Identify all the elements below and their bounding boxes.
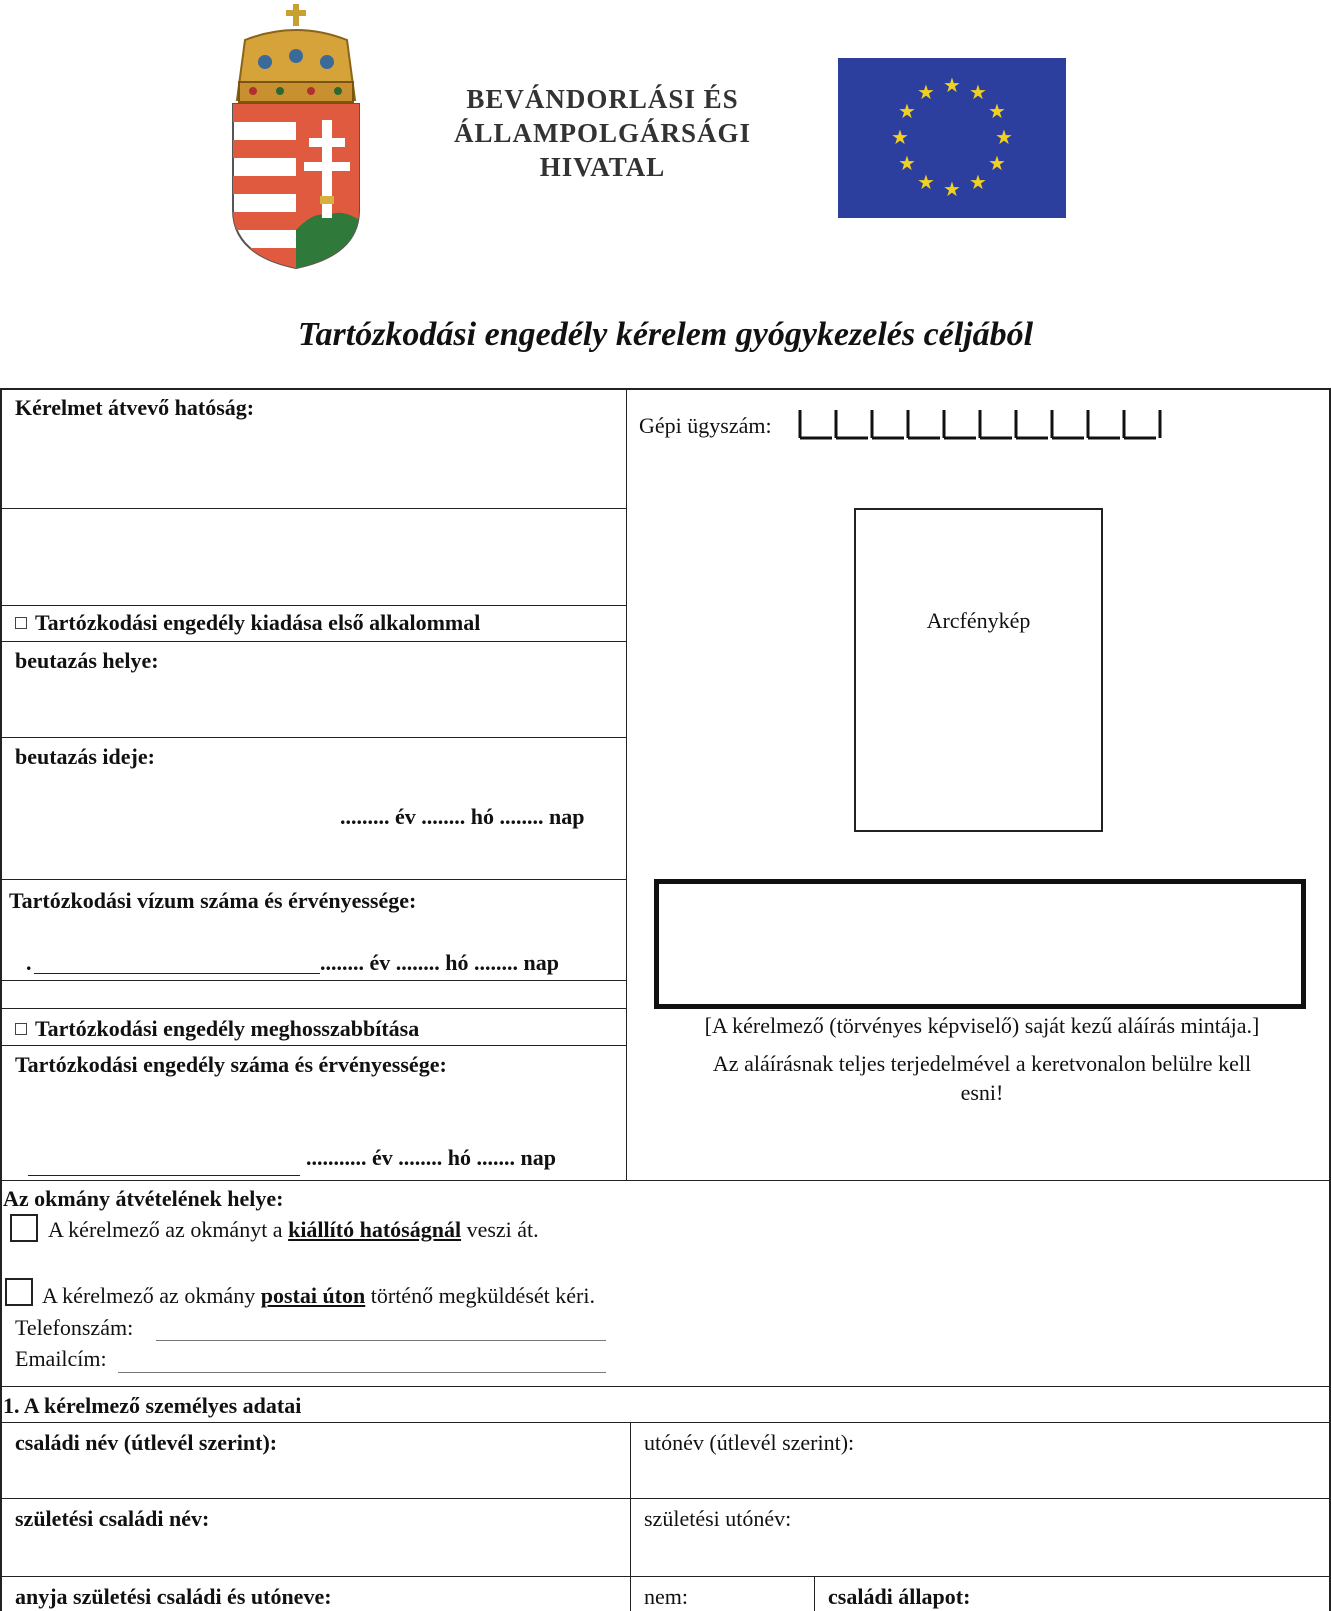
divider bbox=[0, 980, 626, 981]
phone-field[interactable] bbox=[156, 1340, 606, 1341]
delivery-heading: Az okmány átvételének helye: bbox=[3, 1186, 284, 1211]
signature-instruction-line2: esni! bbox=[960, 1080, 1004, 1105]
postal-text-bold: postai úton bbox=[260, 1283, 366, 1308]
mother-name-label: anyja születési családi és utóneve: bbox=[15, 1584, 332, 1609]
extension-checkbox[interactable] bbox=[15, 1023, 27, 1035]
divider bbox=[0, 1498, 1331, 1499]
svg-text:★: ★ bbox=[891, 125, 909, 149]
svg-text:★: ★ bbox=[943, 177, 961, 201]
form-title: Tartózkodási engedély kérelem gyógykezelés céljából bbox=[297, 316, 1034, 353]
permit-number-field[interactable] bbox=[28, 1175, 300, 1176]
signature-caption: [A kérelmező (törvényes képviselő) saját kezű aláírás mintája.] bbox=[704, 1013, 1260, 1038]
svg-text:★: ★ bbox=[898, 99, 916, 123]
email-field[interactable] bbox=[118, 1372, 606, 1373]
postal-checkbox[interactable] bbox=[5, 1278, 33, 1306]
family-name-label: családi név (útlevél szerint): bbox=[15, 1430, 278, 1455]
email-label: Emailcím: bbox=[15, 1346, 107, 1371]
authority-field[interactable] bbox=[15, 508, 615, 603]
postal-text-pre: A kérelmező az okmány bbox=[42, 1283, 256, 1308]
pickup-text-bold: kiállító hatóságnál bbox=[288, 1217, 462, 1242]
pickup-text-pre: A kérelmező az okmányt a bbox=[48, 1217, 283, 1242]
divider bbox=[0, 641, 626, 642]
signature-instruction-line1: Az aláírásnak teljes terjedelmével a keretvonalon belülre kell bbox=[712, 1051, 1252, 1076]
visa-label: Tartózkodási vízum száma és érvényessége: bbox=[9, 888, 417, 913]
svg-text:★: ★ bbox=[995, 125, 1013, 149]
divider bbox=[626, 388, 627, 1180]
divider bbox=[0, 1180, 1331, 1181]
birth-given-name-label: születési utónév: bbox=[644, 1506, 792, 1531]
personal-heading: 1. A kérelmező személyes adatai bbox=[3, 1393, 302, 1418]
agency-name-line1: BEVÁNDORLÁSI ÉS bbox=[466, 84, 739, 114]
case-number-boxes[interactable] bbox=[796, 408, 1166, 444]
svg-text:★: ★ bbox=[917, 80, 935, 104]
divider bbox=[0, 1422, 1331, 1423]
pickup-option-label bbox=[48, 1217, 539, 1243]
svg-text:★: ★ bbox=[969, 170, 987, 194]
divider bbox=[0, 737, 626, 738]
divider bbox=[0, 879, 626, 880]
divider bbox=[0, 605, 626, 606]
entry-time-label: beutazás ideje: bbox=[15, 744, 155, 769]
first-issue-option[interactable] bbox=[15, 610, 480, 636]
extension-option[interactable] bbox=[15, 1016, 419, 1042]
divider bbox=[0, 1008, 626, 1009]
visa-number-field[interactable] bbox=[34, 973, 320, 974]
postal-option-label bbox=[42, 1283, 595, 1309]
agency-name-line2: ÁLLAMPOLGÁRSÁGI bbox=[453, 118, 752, 148]
divider bbox=[0, 1576, 1331, 1577]
extension-label: Tartózkodási engedély meghosszabbítása bbox=[35, 1016, 420, 1041]
first-issue-label: Tartózkodási engedély kiadása első alkalommal bbox=[35, 610, 481, 635]
sex-label: nem: bbox=[644, 1584, 688, 1609]
permit-label: Tartózkodási engedély száma és érvényessége: bbox=[15, 1052, 447, 1077]
case-number-label: Gépi ügyszám: bbox=[639, 413, 772, 438]
svg-text:★: ★ bbox=[988, 99, 1006, 123]
permit-date-field[interactable]: ........... év ........ hó ....... nap bbox=[306, 1145, 556, 1170]
photo-label: Arcfénykép bbox=[926, 608, 1031, 633]
svg-text:★: ★ bbox=[943, 73, 961, 97]
first-issue-checkbox[interactable] bbox=[15, 617, 27, 629]
divider bbox=[0, 1386, 1331, 1387]
marital-status-label: családi állapot: bbox=[828, 1584, 971, 1609]
entry-place-label: beutazás helye: bbox=[15, 648, 159, 673]
pickup-checkbox[interactable] bbox=[10, 1214, 38, 1242]
svg-text:★: ★ bbox=[917, 170, 935, 194]
svg-text:★: ★ bbox=[988, 151, 1006, 175]
birth-family-name-label: születési családi név: bbox=[15, 1506, 210, 1531]
given-name-label: utónév (útlevél szerint): bbox=[644, 1430, 855, 1455]
divider bbox=[0, 1045, 626, 1046]
signature-box[interactable] bbox=[654, 879, 1306, 1009]
postal-text-post: történő megküldését kéri. bbox=[370, 1283, 595, 1308]
divider bbox=[814, 1576, 815, 1611]
agency-name-line3: HIVATAL bbox=[539, 152, 666, 182]
visa-prefix: . bbox=[26, 950, 32, 975]
svg-text:★: ★ bbox=[969, 80, 987, 104]
phone-label: Telefonszám: bbox=[15, 1315, 134, 1340]
divider bbox=[630, 1422, 631, 1611]
visa-date-field[interactable]: ........ év ........ hó ........ nap bbox=[320, 950, 559, 975]
authority-label: Kérelmet átvevő hatóság: bbox=[15, 395, 255, 420]
eu-flag bbox=[838, 58, 1066, 218]
agency-name bbox=[400, 82, 805, 184]
photo-box[interactable] bbox=[854, 508, 1103, 832]
hungarian-coat-of-arms bbox=[225, 0, 375, 275]
entry-date-field[interactable]: ......... év ........ hó ........ nap bbox=[340, 804, 585, 829]
svg-text:★: ★ bbox=[898, 151, 916, 175]
pickup-text-post: veszi át. bbox=[466, 1217, 539, 1242]
